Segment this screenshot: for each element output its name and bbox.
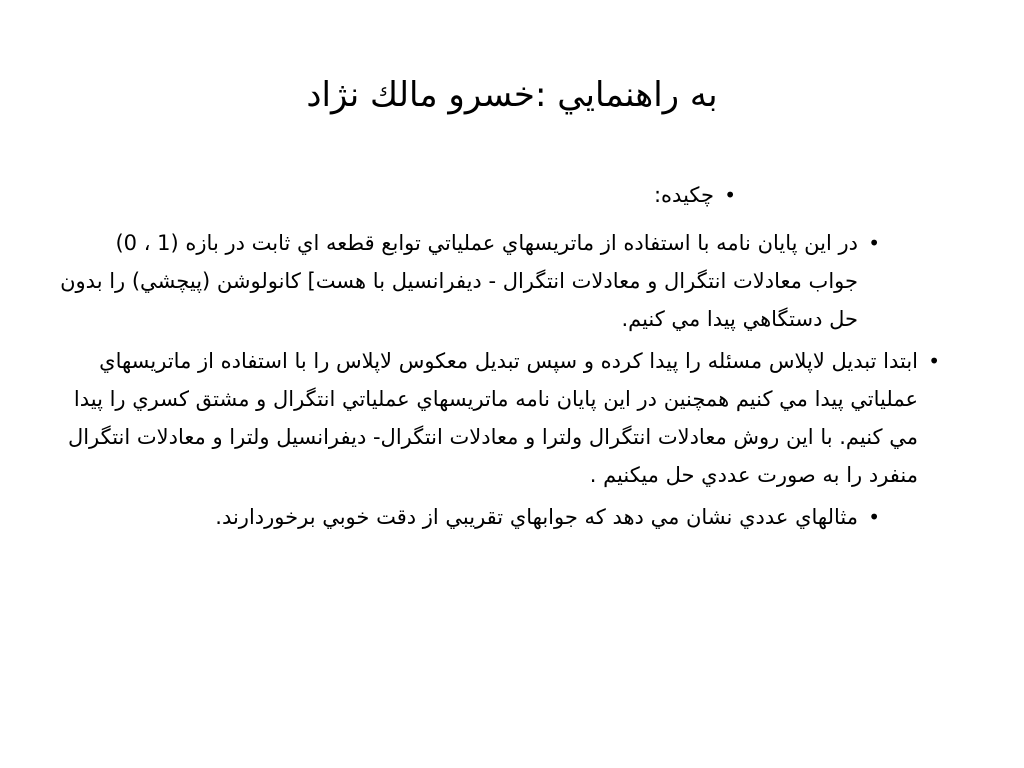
bullet-icon: • [724,183,736,207]
bullet-abstract-1 [60,224,940,338]
bullet-text: مثالهاي عددي نشان مي دهد كه جوابهاي تقريبي از دقت خوبي برخوردارند. [215,505,858,529]
bullet-text: در اين پايان نامه با استفاده از ماتريسهاي عملياتي توابع قطعه اي ثابت در بازه (1 ، 0) جواب معادلات انتگرال و معادلات انتگرال - ديفرانسيل با هست] كانولوشن (پيچشي) را بدون حل دستگاهي پيدا مي كنيم. [60,231,858,331]
bullet-abstract-heading [60,176,940,214]
bullet-icon: • [868,231,880,255]
bullet-text: چكيده: [653,183,714,207]
bullet-icon: • [928,349,940,373]
bullet-icon: • [868,505,880,529]
bullet-text: ابتدا تبديل لاپلاس مسئله را پيدا كرده و سپس تبديل معكوس لاپلاس را با استفاده از ماتريسهاي عملياتي پيدا مي كنيم همچنين در اين پايان نامه ماتريسهاي عملياتي انتگرال و مشتق كسري را پيدا مي كنيم. با اين روش معادلات انتگرال ولترا و معادلات انتگرال- ديفرانسيل ولترا و معادلات انتگرال منفرد را به صورت عددي حل ميكنيم . [67,349,918,487]
bullet-abstract-3 [60,498,940,536]
bullet-abstract-2 [60,342,940,494]
slide-title: به راهنمايي :خسرو مالك نژاد [306,75,718,115]
bullet-list [60,176,940,540]
